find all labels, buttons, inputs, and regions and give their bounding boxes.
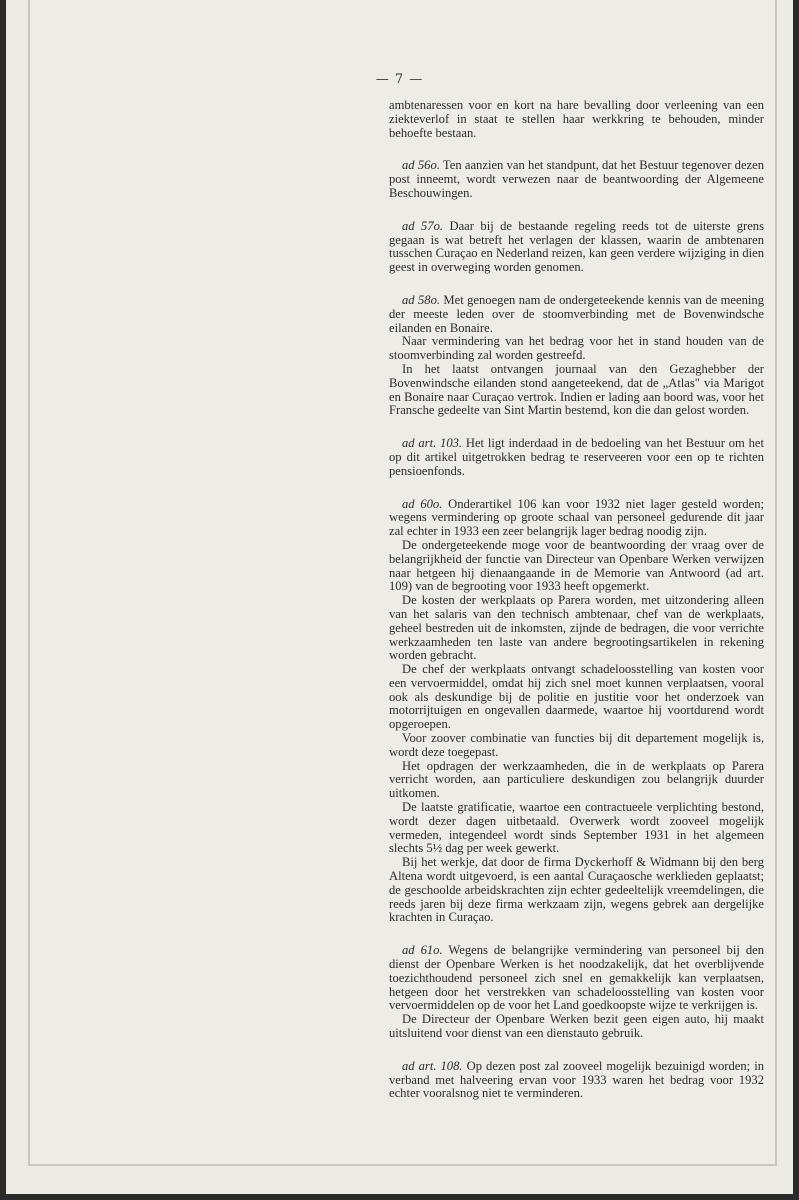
section-ad-58o: [389, 294, 764, 418]
section-ref: ad art. 108.: [402, 1058, 463, 1073]
section-ad-56o: [389, 159, 764, 200]
section-ad-60o: [389, 498, 764, 926]
paragraph-text: Daar bij de bestaande regeling reeds tot de uiterste grens gegaan is wat betreft het verlagen der klassen, waarin de ambtenaren tusschen Curaçao en Nederland reizen, kan geen verdere wijziging in dien geest in overweging worden genomen.: [389, 218, 765, 275]
paragraph: [389, 99, 764, 140]
paragraph-text: ambtenaressen voor en kort na hare bevalling door verleening van een ziekteverlof in staat te stellen haar werkkring te behouden, minder behoefte bestaan.: [389, 98, 764, 140]
paragraph: [389, 335, 764, 363]
paragraph-text: Het opdragen der werkzaamheden, die in de werkplaats op Parera verricht worden, aan particuliere deskundigen zou belangrijk duurder uitkomen.: [389, 758, 764, 801]
paragraph-text: Ten aanzien van het standpunt, dat het Bestuur tegenover dezen post inneemt, wordt verwezen naar de beantwoording der Algemeene Beschouwingen.: [389, 158, 765, 200]
paragraph-text: Het ligt inderdaad in de bedoeling van het Bestuur om het op dit artikel uitgetrokken bedrag te reserveeren voor een op te richten pensioenfonds.: [389, 436, 764, 478]
paragraph: [389, 363, 764, 418]
section-ref: ad 60o.: [402, 496, 443, 511]
paragraph-text: De ondergeteekende moge voor de beantwoording der vraag over de belangrijkheid der functie van Directeur van Openbare Werken verwijzen naar hetgeen hij dienaangaande in de Memorie van Antwoord (ad art. 109) van de begrooting voor 1933 heeft opgemerkt.: [389, 537, 764, 594]
paragraph: [389, 1013, 764, 1041]
paragraph-text: Bij het werkje, dat door de firma Dyckerhoff & Widmann bij den berg Altena wordt uitgevoerd, is een aantal Curaçaosche werklieden geplaatst; de geschoolde arbeidskrachten zijn echter gedeeltelijk vreemdelingen, die reeds jaren bij deze firma werkzaam zijn, wegens gebrek aan dergelijke krachten in Curaçao.: [389, 855, 764, 925]
paragraph: [389, 944, 764, 1013]
section-ref: ad 58o.: [402, 292, 441, 307]
paragraph-text: De laatste gratificatie, waartoe een contractueele verplichting bestond, wordt dezer dagen uitbetaald. Overwerk wordt zooveel mogelijk vermeden, integendeel wordt sinds September 1931 in het algemeen slechts 5½ dag per week gewerkt.: [389, 800, 764, 856]
section-ref: ad 56o.: [402, 158, 440, 173]
section-ref: ad 57o.: [402, 218, 444, 233]
paragraph-text: De kosten der werkplaats op Parera worden, met uitzondering alleen van het salaris van den technisch ambtenaar, chef van de werkplaats, geheel bestreden uit de inkomsten, zijnde de bedragen, die voor verrichte werkzaamheden ten laste van andere begrootingsartikelen in rekening worden gebracht.: [389, 593, 764, 663]
paragraph: [389, 220, 764, 275]
section-ad-art-108: [389, 1060, 764, 1101]
paragraph-text: Voor zoover combinatie van functies bij dit departement mogelijk is, wordt deze toegepast.: [389, 731, 764, 759]
paragraph: [389, 732, 764, 760]
paragraph: [389, 437, 764, 478]
paragraph: [389, 498, 764, 539]
paragraph: [389, 1060, 764, 1101]
paragraph-text: Met genoegen nam de ondergeteekende kennis van de meening der meeste leden over de stoomverbinding met de Bovenwindsche eilanden en Bonaire.: [389, 292, 765, 335]
paragraph: [389, 594, 764, 663]
section-ad-61o: [389, 944, 764, 1041]
page-number: — 7 —: [375, 72, 424, 87]
paragraph-text: De chef der werkplaats ontvangt schadeloosstelling van kosten voor een vervoermiddel, omdat hij zich snel moet kunnen verplaatsen, vooral ook als deskundige bij de politie en justitie voor het onderzoek van motorrijtuigen en ongevallen daarmede, waartoe hij voortdurend wordt opgeroepen.: [389, 662, 764, 732]
section-ref: ad art. 103.: [402, 436, 463, 451]
paragraph: [389, 159, 764, 200]
paragraph: [389, 663, 764, 732]
section-ad-57o: [389, 220, 764, 275]
section-intro: [389, 99, 764, 140]
paragraph-text: De Directeur der Openbare Werken bezit geen eigen auto, hij maakt uitsluitend voor dienst van een dienstauto gebruik.: [389, 1012, 764, 1041]
paragraph-text: In het laatst ontvangen journaal van den Gezaghebber der Bovenwindsche eilanden stond aangeteekend, dat de „Atlas" via Marigot en Bonaire naar Curaçao vertrok. Indien er lading aan boord was, voor het Fransche gedeelte van Sint Martin bestemd, kon die dan gelost worden.: [389, 361, 764, 418]
paragraph-text: Wegens de belangrijke vermindering van personeel bij den dienst der Openbare Werken is het noodzakelijk, dat het overblijvende toezichthoudend personeel zich snel en gemakkelijk kan verplaatsen, hetgeen door het verstrekken van schadeloosstelling van kosten voor vervoermiddelen op de voor het Land goedkoopste wijze te verkrijgen is.: [389, 943, 765, 1013]
section-ref: ad 61o.: [402, 943, 443, 958]
paragraph: [389, 801, 764, 856]
paragraph: [389, 539, 764, 594]
document-body: [389, 99, 764, 1101]
paragraph: [389, 856, 764, 925]
paragraph-text: Onderartikel 106 kan voor 1932 niet lager gesteld worden; wegens vermindering op groote schaal van personeel gedurende dit jaar zal echter in 1933 een zeer belangrijk lager bedrag noodig zijn.: [389, 496, 765, 539]
paragraph-text: Op dezen post zal zooveel mogelijk bezuinigd worden; in verband met halveering ervan voor 1933 waren het bedrag voor 1932 echter vooralsnog niet te verminderen.: [389, 1058, 764, 1101]
paragraph: [389, 294, 764, 335]
section-ad-art-103: [389, 437, 764, 478]
paragraph: [389, 760, 764, 801]
paragraph-text: Naar vermindering van het bedrag voor het in stand houden van de stoomverbinding zal worden gestreefd.: [389, 334, 764, 363]
